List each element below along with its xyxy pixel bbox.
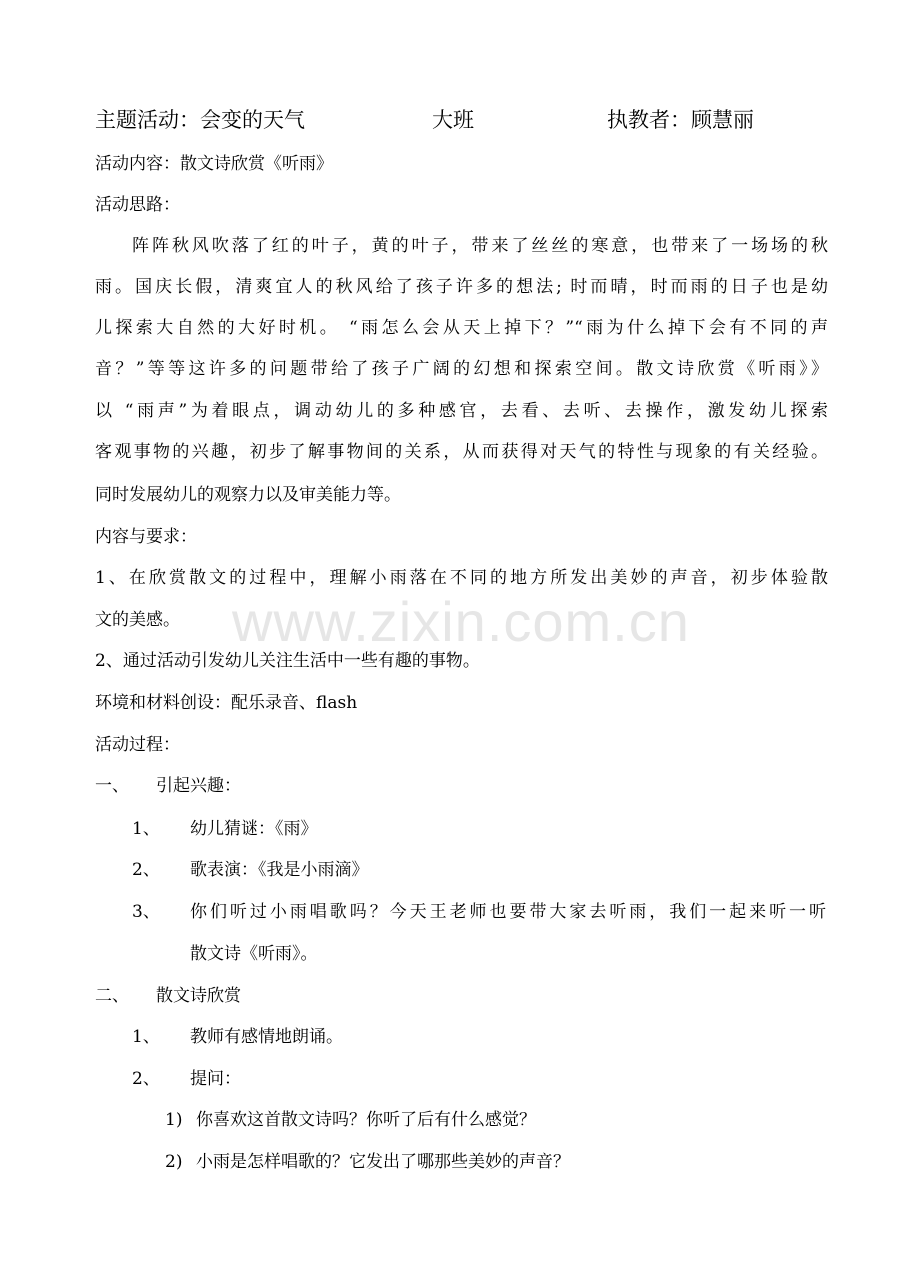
activity-content: 活动内容：散文诗欣赏《听雨》: [95, 154, 333, 174]
sub-item-number: 3、: [132, 902, 160, 922]
class-label: 大班: [432, 108, 474, 132]
step-title: 散文诗欣赏: [156, 986, 241, 1006]
sub-item-text: 歌表演：《我是小雨滴》: [190, 860, 369, 880]
sub-item-number: 2、: [132, 1069, 160, 1089]
thinking-label: 活动思路：: [95, 195, 180, 215]
sub-item-text: 提问：: [190, 1069, 241, 1089]
question-text: 你喜欢这首散文诗吗？你听了后有什么感觉？: [196, 1110, 536, 1130]
paragraph-line: 雨。国庆长假，清爽宜人的秋风给了孩子许多的想法; 时而晴，时而雨的日子也是幼: [95, 277, 828, 297]
requirements-label: 内容与要求：: [95, 527, 197, 547]
paragraph-line: 阵阵秋风吹落了红的叶子，黄的叶子，带来了丝丝的寒意，也带来了一场场的秋: [132, 236, 828, 256]
paragraph-line: 儿探索大自然的大好时机。 “雨怎么会从天上掉下？”“雨为什么掉下会有不同的声: [95, 318, 828, 338]
requirement-item: 2、通过活动引发幼儿关注生活中一些有趣的事物。: [95, 651, 480, 671]
requirement-item-cont: 文的美感。: [95, 610, 180, 630]
question-number: 2): [165, 1152, 183, 1172]
paragraph-line: 客观事物的兴趣，初步了解事物间的关系，从而获得对天气的特性与现象的有关经验。: [95, 442, 828, 462]
step-title: 引起兴趣：: [156, 776, 241, 796]
materials-line: 环境和材料创设：配乐录音、flash: [95, 693, 358, 713]
question-text: 小雨是怎样唱歌的？它发出了哪那些美妙的声音？: [196, 1152, 570, 1172]
step-number: 二、: [95, 986, 129, 1006]
teacher-label: 执教者：顾慧丽: [607, 108, 754, 132]
sub-item-text: 教师有感情地朗诵。: [190, 1027, 343, 1047]
sub-item-number: 1、: [132, 1027, 160, 1047]
watermark: www.zixin.com.cn: [232, 590, 690, 653]
paragraph-line: 以 “雨声”为着眼点，调动幼儿的多种感官，去看、去听、去操作，激发幼儿探索: [95, 401, 828, 421]
theme-title: 主题活动：会变的天气: [95, 108, 305, 132]
sub-item-text: 你们听过小雨唱歌吗？今天王老师也要带大家去听雨，我们一起来听一听: [190, 902, 826, 922]
sub-item-text-cont: 散文诗《听雨》。: [190, 944, 318, 964]
requirement-item: 1、在欣赏散文的过程中，理解小雨落在不同的地方所发出美妙的声音，初步体验散: [95, 568, 828, 588]
process-label: 活动过程：: [95, 735, 180, 755]
paragraph-line: 音？”等等这许多的问题带给了孩子广阔的幻想和探索空间。散文诗欣赏《听雨》》: [95, 359, 828, 379]
question-number: 1): [165, 1110, 183, 1130]
step-number: 一、: [95, 776, 129, 796]
sub-item-number: 2、: [132, 860, 160, 880]
sub-item-number: 1、: [132, 819, 160, 839]
paragraph-line: 同时发展幼儿的观察力以及审美能力等。: [95, 485, 401, 505]
sub-item-text: 幼儿猜谜：《雨》: [190, 819, 318, 839]
